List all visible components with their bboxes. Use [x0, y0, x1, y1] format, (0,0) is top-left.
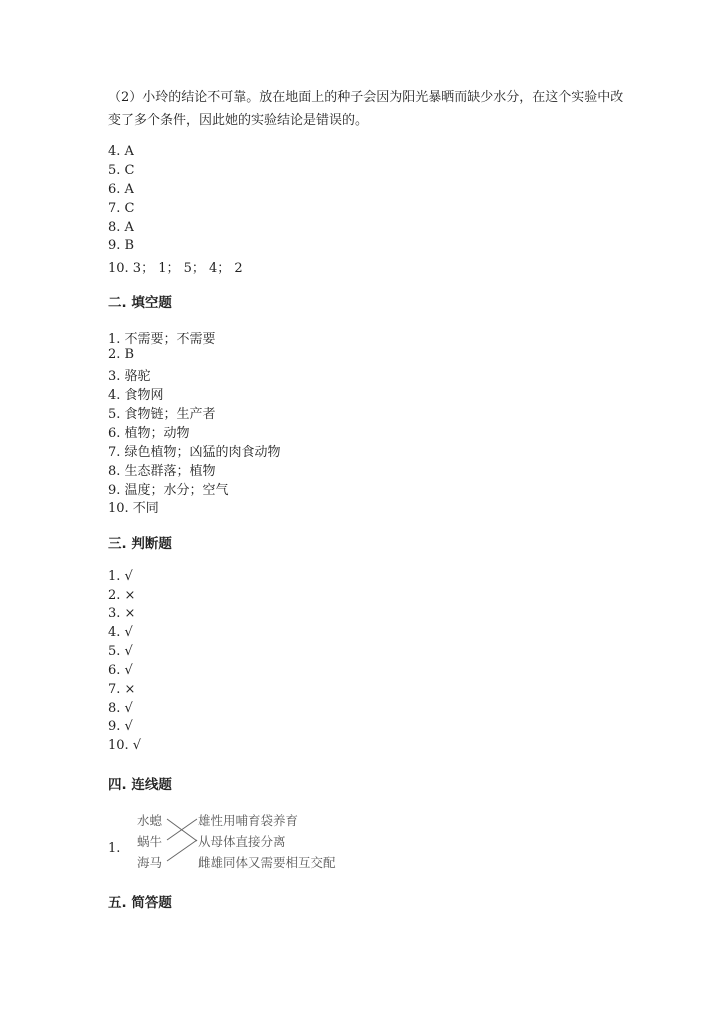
fill-answer-6: 6. 植物；动物 — [108, 426, 190, 441]
judge-answer-4: 4. √ — [108, 625, 133, 640]
choice-answer-10: 10. 3； 1； 5； 4； 2 — [108, 261, 243, 276]
match-right-item-1: 雄性用哺育袋养育 — [198, 813, 299, 828]
section-3-title: 三. 判断题 — [108, 536, 172, 552]
fill-answer-4: 4. 食物网 — [108, 388, 164, 403]
match-right-item-3: 雌雄同体又需要相互交配 — [198, 855, 336, 870]
matching-question-number: 1. — [108, 841, 121, 856]
judge-answer-1: 1. √ — [108, 569, 133, 584]
judge-answer-3: 3. × — [108, 606, 136, 621]
judge-answer-6: 6. √ — [108, 663, 133, 678]
fill-answer-8: 8. 生态群落；植物 — [108, 464, 216, 479]
fill-answer-5: 5. 食物链；生产者 — [108, 407, 216, 422]
match-line-3 — [167, 840, 197, 861]
intro-paragraph: （2）小玲的结论不可靠。放在地面上的种子会因为阳光暴晒而缺少水分，在这个实验中改变了多个条件，因此她的实验结论是错误的。 — [108, 90, 624, 128]
choice-answer-6: 6. A — [108, 182, 134, 197]
section-5-title: 五. 简答题 — [108, 895, 172, 911]
match-left-item-1: 水螅 — [137, 813, 163, 828]
judge-answer-8: 8. √ — [108, 701, 133, 716]
fill-answer-7: 7. 绿色植物；凶猛的肉食动物 — [108, 445, 281, 460]
choice-answer-5: 5. C — [108, 163, 135, 178]
judge-answer-5: 5. √ — [108, 644, 133, 659]
section-4-title: 四. 连线题 — [108, 777, 172, 793]
fill-answer-9: 9. 温度；水分；空气 — [108, 483, 229, 498]
choice-answer-7: 7. C — [108, 201, 135, 216]
judge-answer-7: 7. × — [108, 682, 136, 697]
judge-answer-9: 9. √ — [108, 719, 133, 734]
section-2-title: 二. 填空题 — [108, 295, 172, 311]
fill-answer-3: 3. 骆驼 — [108, 369, 151, 384]
choice-answer-8: 8. A — [108, 220, 134, 235]
match-right-item-2: 从母体直接分离 — [198, 834, 286, 849]
fill-answer-2: 2. B — [108, 347, 135, 362]
fill-answer-1: 1. 不需要；不需要 — [108, 332, 216, 347]
judge-answer-10: 10. √ — [108, 738, 142, 753]
match-left-item-3: 海马 — [137, 855, 163, 870]
choice-answer-9: 9. B — [108, 238, 135, 253]
choice-answer-4: 4. A — [108, 144, 134, 159]
fill-answer-10: 10. 不同 — [108, 501, 159, 516]
match-left-item-2: 蜗牛 — [137, 834, 163, 849]
judge-answer-2: 2. × — [108, 588, 136, 603]
